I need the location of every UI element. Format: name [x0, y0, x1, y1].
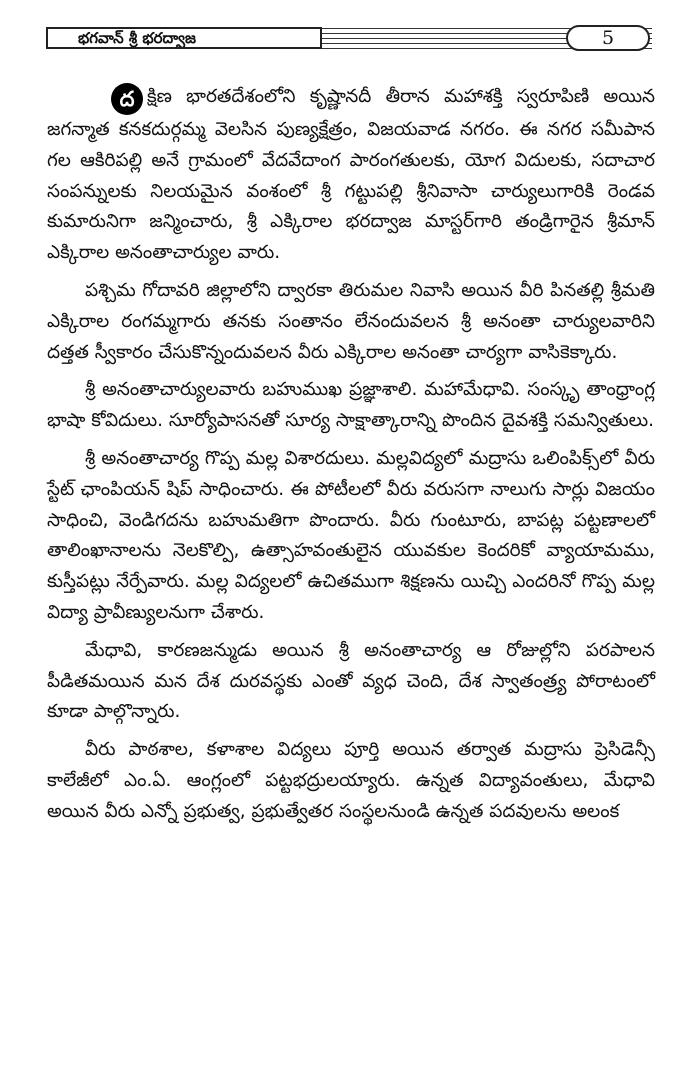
drop-cap: ద: [111, 83, 143, 115]
paragraph-1: [47, 82, 655, 269]
paragraph-6: వీరు పాఠశాల, కళాశాల విద్యలు పూర్తి అయిన తర్వాత మద్రాసు ప్రెసిడెన్సీ కాలేజీలో ఎం.ఏ. ఆంగ్లంలో పట్టభద్రులయ్యారు. ఉన్నత విద్యావంతులు, మేధావి అయిన వీరు ఎన్నో ప్రభుత్వ, ప్రభుత్వేతర సంస్థలనుండి ఉన్నత పదవులను అలంక: [47, 739, 655, 822]
running-header: [46, 25, 652, 55]
page-body: [47, 82, 655, 835]
page-number: 5: [566, 25, 650, 51]
paragraph-1-text: క్షిణ భారతదేశంలోని కృష్ణానదీ తీరాన మహాశక్తి స్వరూపిణి అయిన జగన్మాత కనకదుర్గమ్మ వెలసిన పుణ్యక్షేత్రం, విజయవాడ నగరం. ఈ నగర సమీపాన గల ఆకిరిపల్లి అనే గ్రామంలో వేదవేదాంగ పారంగతులకు, యోగ విదులకు, సదాచార సంపన్నులకు నిలయమైన వంశంలో శ్రీ గట్టుపల్లి శ్రీనివాసా చార్యులుగారికి రెండవ కుమారునిగా జన్మించారు, శ్రీ ఎక్కిరాల భరద్వాజ మాస్టర్‌గారి తండ్రిగారైన శ్రీమాన్ ఎక్కిరాల అనంతాచార్యుల వారు.: [47, 86, 655, 264]
paragraph-3: శ్రీ అనంతాచార్యులవారు బహుముఖ ప్రజ్ఞాశాలి. మహామేధావి. సంస్కృ తాంధ్రాంగ్ల భాషా కోవిదులు. సూర్యోపాసనతో సూర్య సాక్షాత్కారాన్ని పొందిన దైవశక్తి సమన్వితులు.: [47, 379, 655, 432]
paragraph-5: మేధావి, కారణజన్ముడు అయిన శ్రీ అనంతాచార్య ఆ రోజుల్లోని పరపాలన పీడితమయిన మన దేశ దురవస్థకు ఎంతో వ్యధ చెంది, దేశ స్వాతంత్ర్య పోరాటంలో కూడా పాల్గొన్నారు.: [47, 639, 655, 723]
paragraph-2: పశ్చిమ గోదావరి జిల్లాలోని ద్వారకా తిరుమల నివాసి అయిన వీరి పినతల్లి శ్రీమతి ఎక్కిరాల రంగమ్మగారు తనకు సంతానం లేనందువలన శ్రీ అనంతా చార్యులవారిని దత్తత స్వీకారం చేసుకొన్నందువలన వీరు ఎక్కిరాల అనంతా చార్యగా వాసికెక్కారు.: [47, 279, 655, 363]
paragraph-4: శ్రీ అనంతాచార్య గొప్ప మల్ల విశారదులు. మల్లవిద్యలో మద్రాసు ఒలింపిక్స్‌లో వీరు స్టేట్ ఛాంపియన్ షిప్ సాధించారు. ఈ పోటీలలో వీరు వరుసగా నాలుగు సార్లు విజయం సాధించి, వెండిగదను బహుమతిగా పొందారు. వీరు గుంటూరు, బాపట్ల పట్టణాలలో తాలింఖానాలను నెలకొల్పి, ఉత్సాహవంతులైన యువకుల కెందరికో వ్యాయామము, కుస్తీపట్లు నేర్పేవారు. మల్ల విద్యలలో ఉచితముగా శిక్షణను యిచ్చి ఎందరినో గొప్ప మల్ల విద్యా ప్రావీణ్యులనుగా చేశారు.: [47, 447, 655, 623]
book-title: భగవాన్ శ్రీ భరద్వాజ: [46, 27, 322, 49]
